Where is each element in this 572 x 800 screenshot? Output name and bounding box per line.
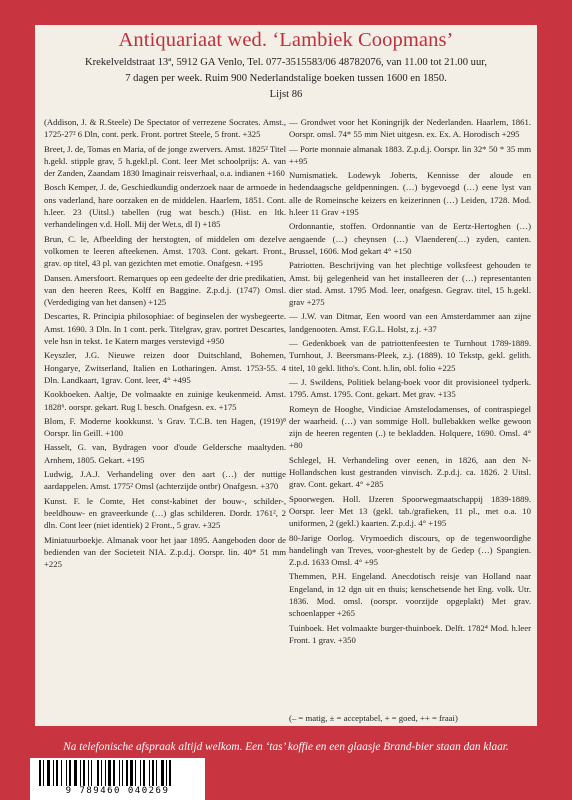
catalogue-entry: Hasselt, G. van, Bydragen voor d'oude Geldersche maaltyden. Arnhem, 1805. Gekart. +195 [44,442,286,465]
catalogue-entry: Numismatiek. Lodewyk Joberts, Kennisse der aloude en hedendaagsche geldpenningen. (…) bygevoegd (…) eene lyst van alle de Romeinsche keizers en keizerinnen (…) Leiden, 1728. Mod. h.leer 11 Grav +195 [289,170,531,218]
list-number: Lijst 86 [269,89,303,100]
catalogue-entry: Keyszler, J.G. Nieuwe reizen door Duitschland, Bohemen, Hongarye, Zwitserland, Italien en Lotharingen. Amst. 1753-55. 4 Dln. Landkaart, 1grav. Cont. leer, 4° +495 [44,350,286,385]
catalogue-entry: Themmen, P.H. Engeland. Anecdotisch reisje van Holland naar Engeland, in 12 dgn uit en thuis; kenschetsende het Eng. volk. Utr. 1836. Mod. omsl. (oorspr. voorzijde opgeplakt) Met grav. schoenlapper +265 [289,571,531,619]
catalogue-entry: Romeyn de Hooghe, Vindiciae Amstelodamenses, of contraspiegel der waarheid. (…) van sommige Holl. bullebakken welke gewoon zijn de heeren regenten (..) te bekladden. Holquere, 1690. Omsl. 4° +80 [289,403,531,451]
catalogue-entry: Kookboeken. Aaltje, De volmaakte en zuinige keukenmeid. Amst. 1828⁶. oorspr. gekart. Rug l. besch. Onafgesn. ex. +175 [44,389,286,412]
barcode-bar [105,760,106,786]
barcode-bar [47,760,50,786]
catalogue-entry: Spoorwegen. Holl. IJzeren Spoorwegmaatschappij 1839-1889. Oorspr. leer Met 13 (gekl. tab./grafieken, 11 pl., met o.a. 10 uniformen, 2 (gekl.) kaarten. Z.p.d.j. 4° +195 [289,493,531,529]
right-column [289,116,531,648]
catalogue-entry: — J.W. van Ditmar, Een woord van een Amsterdammer aan zijne landgenooten. Amst. F.G.L. Holst, z.j. +37 [289,311,531,334]
barcode-bar [149,760,150,786]
barcode-bar [122,760,123,786]
catalogue-entry: Dansen. Amersfoort. Remarques op een gedeelte der drie predikatien, van den heeren Rees, Kolff en Baggine. Z.p.d.j. (1747) Omsl. (Verdediging van het dansen) +125 [44,272,286,308]
barcode-bar [156,760,157,786]
barcode-bar [97,760,99,786]
barcode-bar [53,760,54,786]
catalogue-entry: Descartes, R. Principia philosophiae: of beginselen der wysbegeerte. Amst. 1690. 3 Dln. In 1 cont. perk. Titelgrav, grav. portret Descartes, vele hsn in tekst. 1e Katern marges verstevigd +950 [44,311,286,347]
catalogue-entry: — Gedenkboek van de patriottenfeesten te Turnhout 1789-1889. Turnhout, J. Beersmans-Pleek, z.j. (1889). 10 Tekstp, gekl. gelith. titel, 10 gekl. litho's. Cont. h.lin, obl. folio +225 [289,338,531,373]
catalogue-entry: — J. Swildens, Politiek belang-boek voor dit provisioneel tydperk. 1795. Amst. 1795. Cont. gekart. Met grav. +135 [289,376,531,400]
barcode-bar [74,760,77,786]
barcode-bar [108,760,111,786]
condition-legend: (– = matig, ± = acceptabel, + = goed, ++ = fraai) [289,713,458,723]
catalogue-entry: — Porte monnaie almanak 1883. Z.p.d.j. Oorspr. lin 32* 50 * 35 mm ++95 [289,143,531,166]
shop-title: Antiquariaat wed. ‘Lambiek Coopmans’ [118,29,454,51]
barcode-number: 9 789460 040269 [65,786,170,796]
barcode-bar [166,760,167,786]
catalogue-entry: Tuinboek. Het volmaakte burger-thuinboek. Delft. 1782⁴ Mod. h.leer Front. 1 grav. +350 [289,622,531,645]
catalogue-entry: Ludwig, J.A.J. Verhandeling over den aart (…) der nuttige aardappelen. Amst. 1775² Omsl (achterzijde ontbr) Onafgesn. +370 [44,469,286,492]
barcode-bar [39,760,41,786]
barcode-bar [83,760,85,786]
barcode-bar [66,760,67,786]
barcode-bar [126,760,128,786]
catalogue-panel [35,25,537,726]
barcode-bar [88,760,89,786]
catalogue-entry: 80-Jarige Oorlog. Vrymoedich discours, op de tegenwoordighe handelingh van Treves, voor-ghestelt by de Gedep (…) Spangien. Z.p.d. 1633 Omsl. 4° +95 [289,532,531,568]
catalogue-entry: Bosch Kemper, J. de, Geschiedkundig onderzoek naar de armoede in ons vaderland, hare oorzaken en de middelen. Haarlem, 1851. Cont. h.leer. 23 (Uitsl.) tabellen (rug wat besch.) (Hist. en ltk. verhandelingen v.d. Holl. Mij der Wet.s, dl I) +185 [44,182,286,230]
catalogue-entry: Patriotten. Beschrijving van het plechtige volksfeest gehouden te Amst. bij gelegenheid van het installeeren der (…) representanten dier stad. Amst. 1795 Mod. leer, onafgesn. Gegrav. titel, 15 h.gekl. grav +275 [289,260,531,308]
left-column [44,116,286,572]
address-line: Krekelveldstraat 13ª, 5912 GA Venlo, Tel. 077-3515583/06 48782076, van 11.00 tot 21.00 uur, [84,57,488,68]
barcode-bar [140,760,141,786]
barcode-bar [152,760,154,786]
barcode-bar [143,760,145,786]
barcode-bar [61,760,62,786]
catalogue-entry: (Addison, J. & R.Steele) De Spectator of verrezene Socrates. Amst., 1725-27² 6 Dln, cont. perk. Front. portret Steele, 5 front. +325 [44,117,286,140]
barcode [30,758,205,800]
footer-note: Na telefonische afspraak altijd welkom. Een ‘tas’ koffie en een glaasje Brand-bier staan dan klaar. [63,741,509,753]
barcode-bar [161,760,164,786]
catalogue-entry: Schlegel, H. Verhandeling over eenen, in 1826, aan den N-Hollandschen kust gestranden vinvisch. Z.p.d.j. ca. 1826. 2 Uitsl. grav. Cont. gekart. 4° +285 [289,454,531,490]
catalogue-entry: Brun, C. le, Afbeelding der herstogten, of middelen om dezelve volkomen te leeren afteekenen. Amst. 1703. Cont. gekart. Front., grav. op titel, 43 pl. van gezichten met emotie. Onafgesn. +195 [44,233,286,269]
barcode-bar [113,760,115,786]
catalogue-entry: Breet, J. de, Tomas en Maria, of de jonge zwervers. Amst. 1825² Titel h.gekl. stipple grav, 5 h.gekl.pl. Cont. leer Met schoolprijs: A. van der Zanden, Zaandam 1830 Imaginair reisverhaal, o.a. indianen +160 [44,143,286,179]
barcode-bar [80,760,81,786]
catalogue-entry: Ordonnantie, stoffen. Ordonnantie van de Eertz-Hertoghen (…) aengaende (…) cheynsen (…) Vlaenderen(…) zyden, canten. Brussel, 1606. Mod gekart 4° +150 [289,221,531,256]
hours-line: 7 dagen per week. Ruim 900 Nederlandstalige boeken tussen 1600 en 1850. [125,73,447,84]
barcode-bar [101,760,102,786]
barcode-bar [135,760,136,786]
catalogue-entry: Blom, F. Moderne kookkunst. 's Grav. T.C.B. ten Hagen, (1919)⁸ Oorspr. lin Geill. +100 [44,415,286,439]
barcode-bar [130,760,133,786]
barcode-bar [56,760,58,786]
barcode-bars [39,760,174,786]
barcode-bar [169,760,171,786]
barcode-bar [43,760,44,786]
catalogue-entry: Kunst. F. le Comte, Het const-kabinet der bouw-, schilder-, beeldhouw- en graveerkunde (…) glas schilderen. Dordr. 1761², 2 dln. Cont leer (niet identiek) 2 Front., 5 grav. +325 [44,495,286,531]
catalogue-entry: — Grondwet voor het Koningrijk der Nederlanden. Haarlem, 1861. Oorspr. omsl. 74* 55 mm Niet uitgesn. ex. Ex. A. Horodisch +295 [289,117,531,140]
catalogue-entry: Miniatuurboekje. Almanak voor het jaar 1895. Aangeboden door de bedienden van der Societeit NIA. Z.p.d.j. Oorspr. lin. 40* 51 mm +225 [44,534,286,570]
barcode-bar [69,760,71,786]
barcode-bar [119,760,120,786]
barcode-bar [91,760,92,786]
